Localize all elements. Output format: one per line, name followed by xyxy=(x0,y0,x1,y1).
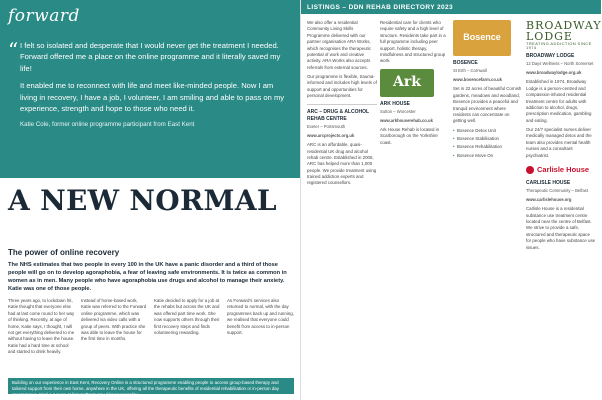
listing-text: Set in 22 acres of beautiful Cornish gardens, meadows and woodland, Bosence provides a peaceful and tranquil environment where residents can concentrate on getting well. xyxy=(453,86,522,124)
listing-title-arc: ARC – DRUG & ALCOHOL REHAB CENTRE xyxy=(307,108,369,122)
listing-column-4 xyxy=(526,19,602,254)
article-column-2 xyxy=(81,298,148,376)
article-column-4 xyxy=(227,298,294,376)
column-text: As Forward's services also returned to normal, with the day programmes back up and running, we realised that everyone could benefit from access to in-person support. xyxy=(227,298,294,335)
bosence-services-list xyxy=(453,128,523,160)
listing-website-link[interactable]: www.carlislehouse.org xyxy=(526,197,572,203)
article-column-1 xyxy=(8,298,75,376)
listing-location: Exeter – Portsmouth xyxy=(307,124,346,129)
list-item: • Bosence Move On xyxy=(453,153,523,159)
article-columns xyxy=(8,298,294,376)
listing-text: Ark House Rehab is located in Scarborough on the Yorkshire coast. xyxy=(380,127,440,145)
listing-website-link[interactable]: www.arcprojects.org.uk xyxy=(307,133,355,139)
broadway-lodge-logo xyxy=(526,19,602,50)
quote-paragraph-1: I felt so isolated and desperate that I would never get the treatment I needed. Forward offered me a place on the online programme and it literally saved my life! xyxy=(20,41,281,73)
listing-text: Our programme is flexible, trauma-informed and includes high levels of support and opportunities for personal development. xyxy=(307,74,377,99)
article-headline: A NEW NORMAL xyxy=(8,184,277,217)
ark-house-logo: Ark xyxy=(380,69,434,97)
listing-location: Sutton – Worcester xyxy=(380,108,416,114)
listing-text: Our 24/7 specialist nurses deliver medically managed detox and the team also provides mental health nurses and a consultant psychiatrist. xyxy=(526,127,592,158)
listing-title-carlisle: CARLISLE HOUSE xyxy=(526,179,571,186)
listing-column-1 xyxy=(307,20,377,190)
listing-text: We also offer a residential Community Living Skills Programme delivered with our partner organisation ARA Works, which recognises the therapeutic potential of work and creative activity. ARA Works also accepts referrals from external sources. xyxy=(307,20,371,70)
quote-paragraph-2: It enabled me to reconnect with life and meet like-minded people. Now I am living in recovery, I have a job, I volunteer, I am smiling and able to pass on my experience, strength and hope to those who need it. xyxy=(20,81,285,113)
article-intro: The NHS estimates that two people in every 100 in the UK have a panic disorder and a third of those people will go on to develop agoraphobia, a fear of leaving safe environments. It is twice as common in women as in men. Many people who have agoraphobia use drugs and alcohol to manage their anxiety. Katie was one of those people. xyxy=(8,262,287,292)
listing-text: Carlisle House is a residential substance use treatment centre located near the centre of Belfast. We strive to provide a safe, structured and therapeutic space for people who have substance use issues. xyxy=(526,206,596,250)
listing-title-ark-house: ARK HOUSE xyxy=(380,100,411,107)
listing-title-broadway: BROADWAY LODGE xyxy=(526,53,575,59)
listing-text: Established in 1974, Broadway Lodge is a person-centred and compassion-infused residential treatment centre for adults with addiction to alcohol, drugs, prescription medication, gambling and eating. xyxy=(526,79,592,123)
listing-text: Residential care for clients who require safety and a high level of structure. Residents take part in a full programme including peer support, holistic therapy, mindfulness and structured group work. xyxy=(380,20,446,64)
broadway-logo-text: BROADWAY LODGE xyxy=(526,19,602,43)
list-item: • Bosence Stabilisation xyxy=(453,136,523,142)
listing-website-link[interactable]: www.bosencefarm.co.uk xyxy=(453,77,502,83)
listing-column-3 xyxy=(453,20,523,162)
left-page xyxy=(0,0,300,400)
article-column-3 xyxy=(154,298,221,376)
carlisle-house-logo xyxy=(526,165,596,176)
listing-website-link[interactable]: www.broadwaylodge.org.uk xyxy=(526,70,582,76)
listing-column-2 xyxy=(380,20,450,149)
testimonial-quote xyxy=(20,40,292,136)
carlisle-logo-icon xyxy=(526,166,534,174)
quote-attribution: Katie Cole, former online programme participant from East Kent xyxy=(20,121,195,129)
column-text: Katie decided to apply for a job at the rehabs but across the UK and was offered part time work. She now supports others through their first recovery steps and finds volunteering rewarding. xyxy=(154,298,220,335)
bosence-logo: Bosence xyxy=(453,20,511,56)
listing-location: St Erth – Cornwall xyxy=(453,68,487,74)
article-subhead: The power of online recovery xyxy=(8,248,120,257)
listing-website-link[interactable]: www.arkhouserehab.co.uk xyxy=(380,117,433,123)
listing-title-bosence: BOSENCE xyxy=(453,60,478,66)
list-item: • Bosence Detox Unit xyxy=(453,128,523,134)
hero-panel xyxy=(0,0,300,178)
right-page xyxy=(300,0,600,400)
column-text: Three years ago, to lockdown hit, Katie thought that everyone else had at last come round to her way of thinking. Recently, at age of home, Katie says, I thought, I will not get everything delivered to me without having to leave the house. Katie had a hard time at school and started to drink heavily. xyxy=(8,298,75,354)
quote-icon: “ xyxy=(8,38,19,62)
list-item: • Bosence Rehabilitation xyxy=(453,144,523,150)
carlisle-logo-text: Carlisle House xyxy=(537,164,590,174)
listing-location: Therapeutic Community – Belfast xyxy=(526,188,588,194)
listings-columns xyxy=(307,19,602,392)
forward-logo: forward xyxy=(8,6,80,26)
divider xyxy=(307,104,377,105)
listings-header: LISTINGS – DDN REHAB DIRECTORY 2023 xyxy=(301,0,601,14)
listing-text: ARC is an affordable, quasi-residential UK drug and alcohol rehab centre. Established in 2006, ARC has helped more than 1,000 people. We provide treatment using trained addiction experts and registered counsellors. xyxy=(307,142,377,186)
recovery-online-callout: Building on our experience in East Kent, Recovery Online is a structured programme enabling people to access group-based therapy and tailored support from their own home, anywhere in the UK, offering all the therapeutic benefits of residential rehabilitation or in-person day programmes. Find out more at forwardtrust.org.uk/recoveryonline xyxy=(8,378,294,394)
listing-location: 12 Days Wellness – North Somerset xyxy=(526,61,594,67)
column-text: Instead of home-based work, Katie was referred to the Forward online programme, which was delivered via video calls with a group of peers. With practice she was able to leave the house for the first time in months. xyxy=(81,298,147,342)
broadway-logo-tagline: TREATING ADDICTION SINCE 1974 xyxy=(526,41,592,50)
